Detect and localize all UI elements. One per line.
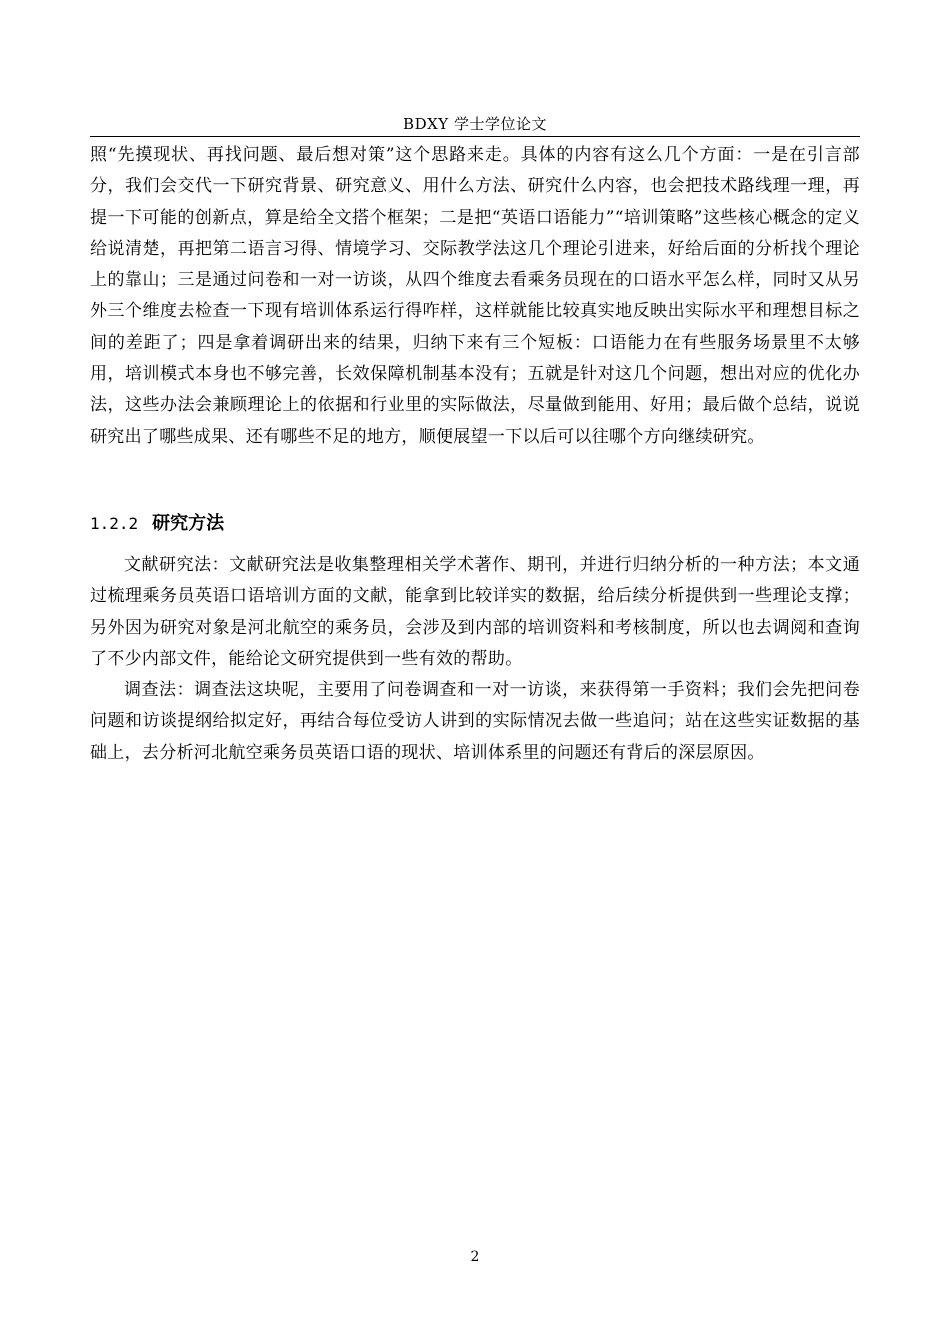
method-paragraph-survey: 调查法：调查法这块呢，主要用了问卷调查和一对一访谈，来获得第一手资料；我们会先把问卷问题和访谈提纲给拟定好，再结合每位受访人讲到的实际情况去做一些追问；站在这些实证数据的基础上，去分析河北航空乘务员英语口语的现状、培训体系里的问题还有背后的深层原因。 bbox=[90, 680, 860, 763]
section-heading bbox=[90, 511, 224, 537]
header-rule bbox=[90, 136, 860, 137]
running-header: BDXY 学士学位论文 bbox=[403, 115, 547, 133]
continuation-paragraph: 照“先摸现状、再找问题、最后想对策”这个思路来走。具体的内容有这么几个方面：一是在引言部分，我们会交代一下研究背景、研究意义、用什么方法、研究什么内容，也会把技术路线理一理，再提一下可能的创新点，算是给全文搭个框架；二是把“英语口语能力”“培训策略”这些核心概念的定义给说清楚，再把第二语言习得、情境学习、交际教学法这几个理论引进来，好给后面的分析找个理论上的靠山；三是通过问卷和一对一访谈，从四个维度去看乘务员现在的口语水平怎么样，同时又从另外三个维度去检查一下现有培训体系运行得咋样，这样就能比较真实地反映出实际水平和理想目标之间的差距了；四是拿着调研出来的结果，归纳下来有三个短板：口语能力在有些服务场景里不太够用，培训模式本身也不够完善，长效保障机制基本没有；五就是针对这几个问题，想出对应的优化办法，这些办法会兼顾理论上的依据和行业里的实际做法，尽量做到能用、好用；最后做个总结，说说研究出了哪些成果、还有哪些不足的地方，顺便展望一下以后可以往哪个方向继续研究。 bbox=[90, 145, 860, 447]
method-paragraph-literature: 文献研究法：文献研究法是收集整理相关学术著作、期刊，并进行归纳分析的一种方法；本文通过梳理乘务员英语口语培训方面的文献，能拿到比较详实的数据，给后续分析提供到一些理论支撑；另外因为研究对象是河北航空的乘务员，会涉及到内部的培训资料和考核制度，所以也去调阅和查询了不少内部文件，能给论文研究提供到一些有效的帮助。 bbox=[90, 555, 860, 669]
section-number: 1.2.2 bbox=[90, 514, 139, 533]
section-title: 研究方法 bbox=[152, 513, 225, 534]
page-number: 2 bbox=[470, 1249, 480, 1265]
